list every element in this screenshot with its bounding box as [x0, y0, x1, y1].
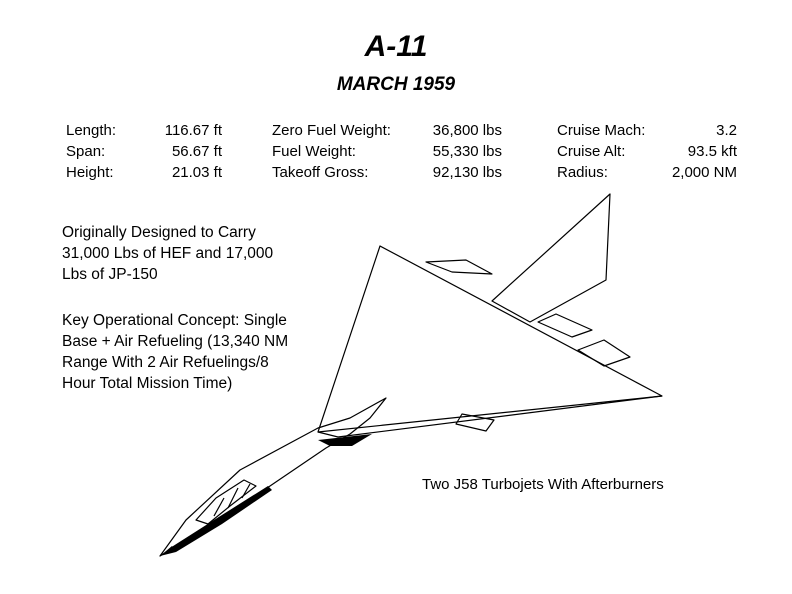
spec-label: Radius:: [557, 164, 608, 181]
note-line: Key Operational Concept: Single: [62, 312, 287, 329]
note-line: Hour Total Mission Time): [62, 375, 233, 392]
canopy-frame: [228, 488, 238, 508]
vertical-tail: [492, 194, 610, 322]
wing-panel: [538, 314, 592, 337]
spec-value: 3.2: [716, 122, 737, 139]
note-line: 31,000 Lbs of HEF and 17,000: [62, 245, 274, 262]
page-title: A-11: [364, 30, 428, 63]
spec-label: Cruise Alt:: [557, 143, 626, 160]
engines-caption: Two J58 Turbojets With Afterburners: [422, 476, 664, 493]
spec-value: 93.5 kft: [687, 143, 737, 160]
fuselage: [160, 398, 386, 556]
spec-label: Fuel Weight:: [272, 143, 356, 160]
spec-label: Length:: [66, 122, 117, 139]
wing-panel: [578, 340, 630, 366]
spec-value: 2,000 NM: [671, 164, 737, 181]
spec-label: Cruise Mach:: [557, 122, 646, 139]
note-line: Lbs of JP-150: [62, 266, 158, 283]
canopy-frame: [214, 498, 224, 516]
spec-value: 55,330 lbs: [432, 143, 502, 160]
fuselage-shadow: [170, 486, 272, 552]
date-subtitle: MARCH 1959: [336, 74, 456, 95]
concept-note: [62, 310, 288, 394]
wing-panel: [426, 260, 492, 274]
spec-value: 92,130 lbs: [432, 164, 502, 181]
spec-value: 116.67 ft: [164, 122, 222, 139]
spec-value: 36,800 lbs: [432, 122, 502, 139]
note-line: Base + Air Refueling (13,340 NM: [62, 333, 289, 350]
spec-label: Takeoff Gross:: [272, 164, 369, 181]
spec-label: Height:: [66, 164, 114, 181]
wing-line: [318, 396, 662, 432]
spec-label: Zero Fuel Weight:: [272, 122, 391, 139]
note-line: Range With 2 Air Refuelings/8: [62, 354, 269, 371]
spec-value: 21.03 ft: [171, 164, 222, 181]
design-note: [62, 222, 273, 285]
wing-outline: [318, 246, 662, 437]
spec-value: 56.67 ft: [171, 143, 222, 160]
note-line: Originally Designed to Carry: [62, 224, 256, 241]
spec-label: Span:: [66, 143, 106, 160]
